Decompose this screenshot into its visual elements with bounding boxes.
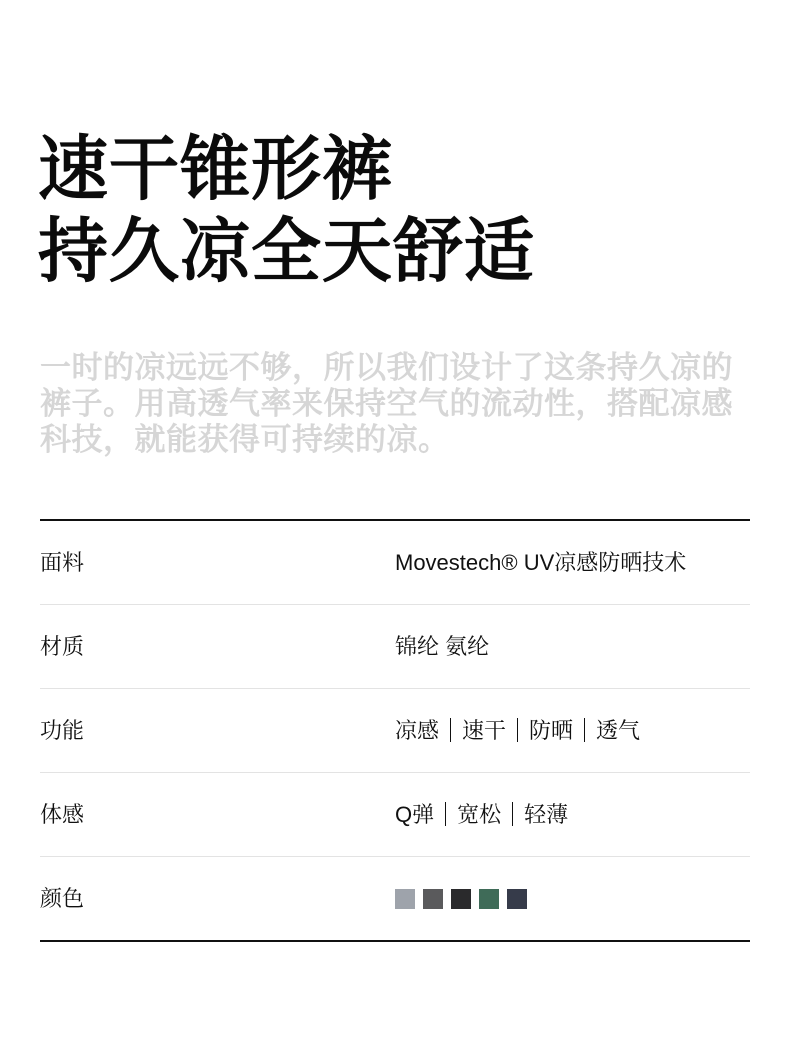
spec-label-function: 功能	[40, 718, 85, 743]
feel-item-loose: 宽松	[457, 802, 502, 827]
headline	[38, 128, 535, 292]
function-item-sun-protection: 防晒	[529, 718, 574, 743]
color-swatch-dark-gray[interactable]	[423, 889, 443, 909]
spec-label-feel: 体感	[40, 802, 85, 827]
spec-value-feel	[395, 773, 568, 856]
spec-label-material: 材质	[40, 634, 85, 659]
spec-value-material: 锦纶 氨纶	[395, 634, 490, 659]
color-swatch-black[interactable]	[451, 889, 471, 909]
spec-value-fabric: Movestech® UV凉感防晒技术	[395, 550, 687, 575]
feel-item-elastic: Q弹	[395, 802, 435, 827]
separator	[517, 718, 518, 742]
headline-line-1: 速干锥形裤	[38, 130, 393, 208]
spec-row-fabric	[40, 521, 750, 605]
spec-label-fabric: 面料	[40, 550, 85, 575]
feel-item-light: 轻薄	[524, 802, 569, 827]
spec-row-function	[40, 689, 750, 773]
function-item-cooling: 凉感	[395, 718, 440, 743]
color-swatch-green[interactable]	[479, 889, 499, 909]
function-item-quick-dry: 速干	[462, 718, 507, 743]
spec-row-material	[40, 605, 750, 689]
spec-row-color	[40, 857, 750, 940]
spec-value-function	[395, 689, 640, 772]
spec-label-color: 颜色	[40, 886, 85, 911]
separator	[584, 718, 585, 742]
spec-row-feel	[40, 773, 750, 857]
headline-line-2: 持久凉全天舒适	[38, 212, 535, 290]
intro-paragraph: 一时的凉远远不够，所以我们设计了这条持久凉的裤子。用高透气率来保持空气的流动性，搭配凉感科技，就能获得可持续的凉。	[40, 350, 733, 457]
color-swatches	[395, 889, 527, 909]
separator	[450, 718, 451, 742]
spec-table	[40, 519, 750, 942]
separator	[512, 802, 513, 826]
color-swatch-navy[interactable]	[507, 889, 527, 909]
color-swatch-gray[interactable]	[395, 889, 415, 909]
separator	[445, 802, 446, 826]
function-item-breathable: 透气	[596, 718, 641, 743]
